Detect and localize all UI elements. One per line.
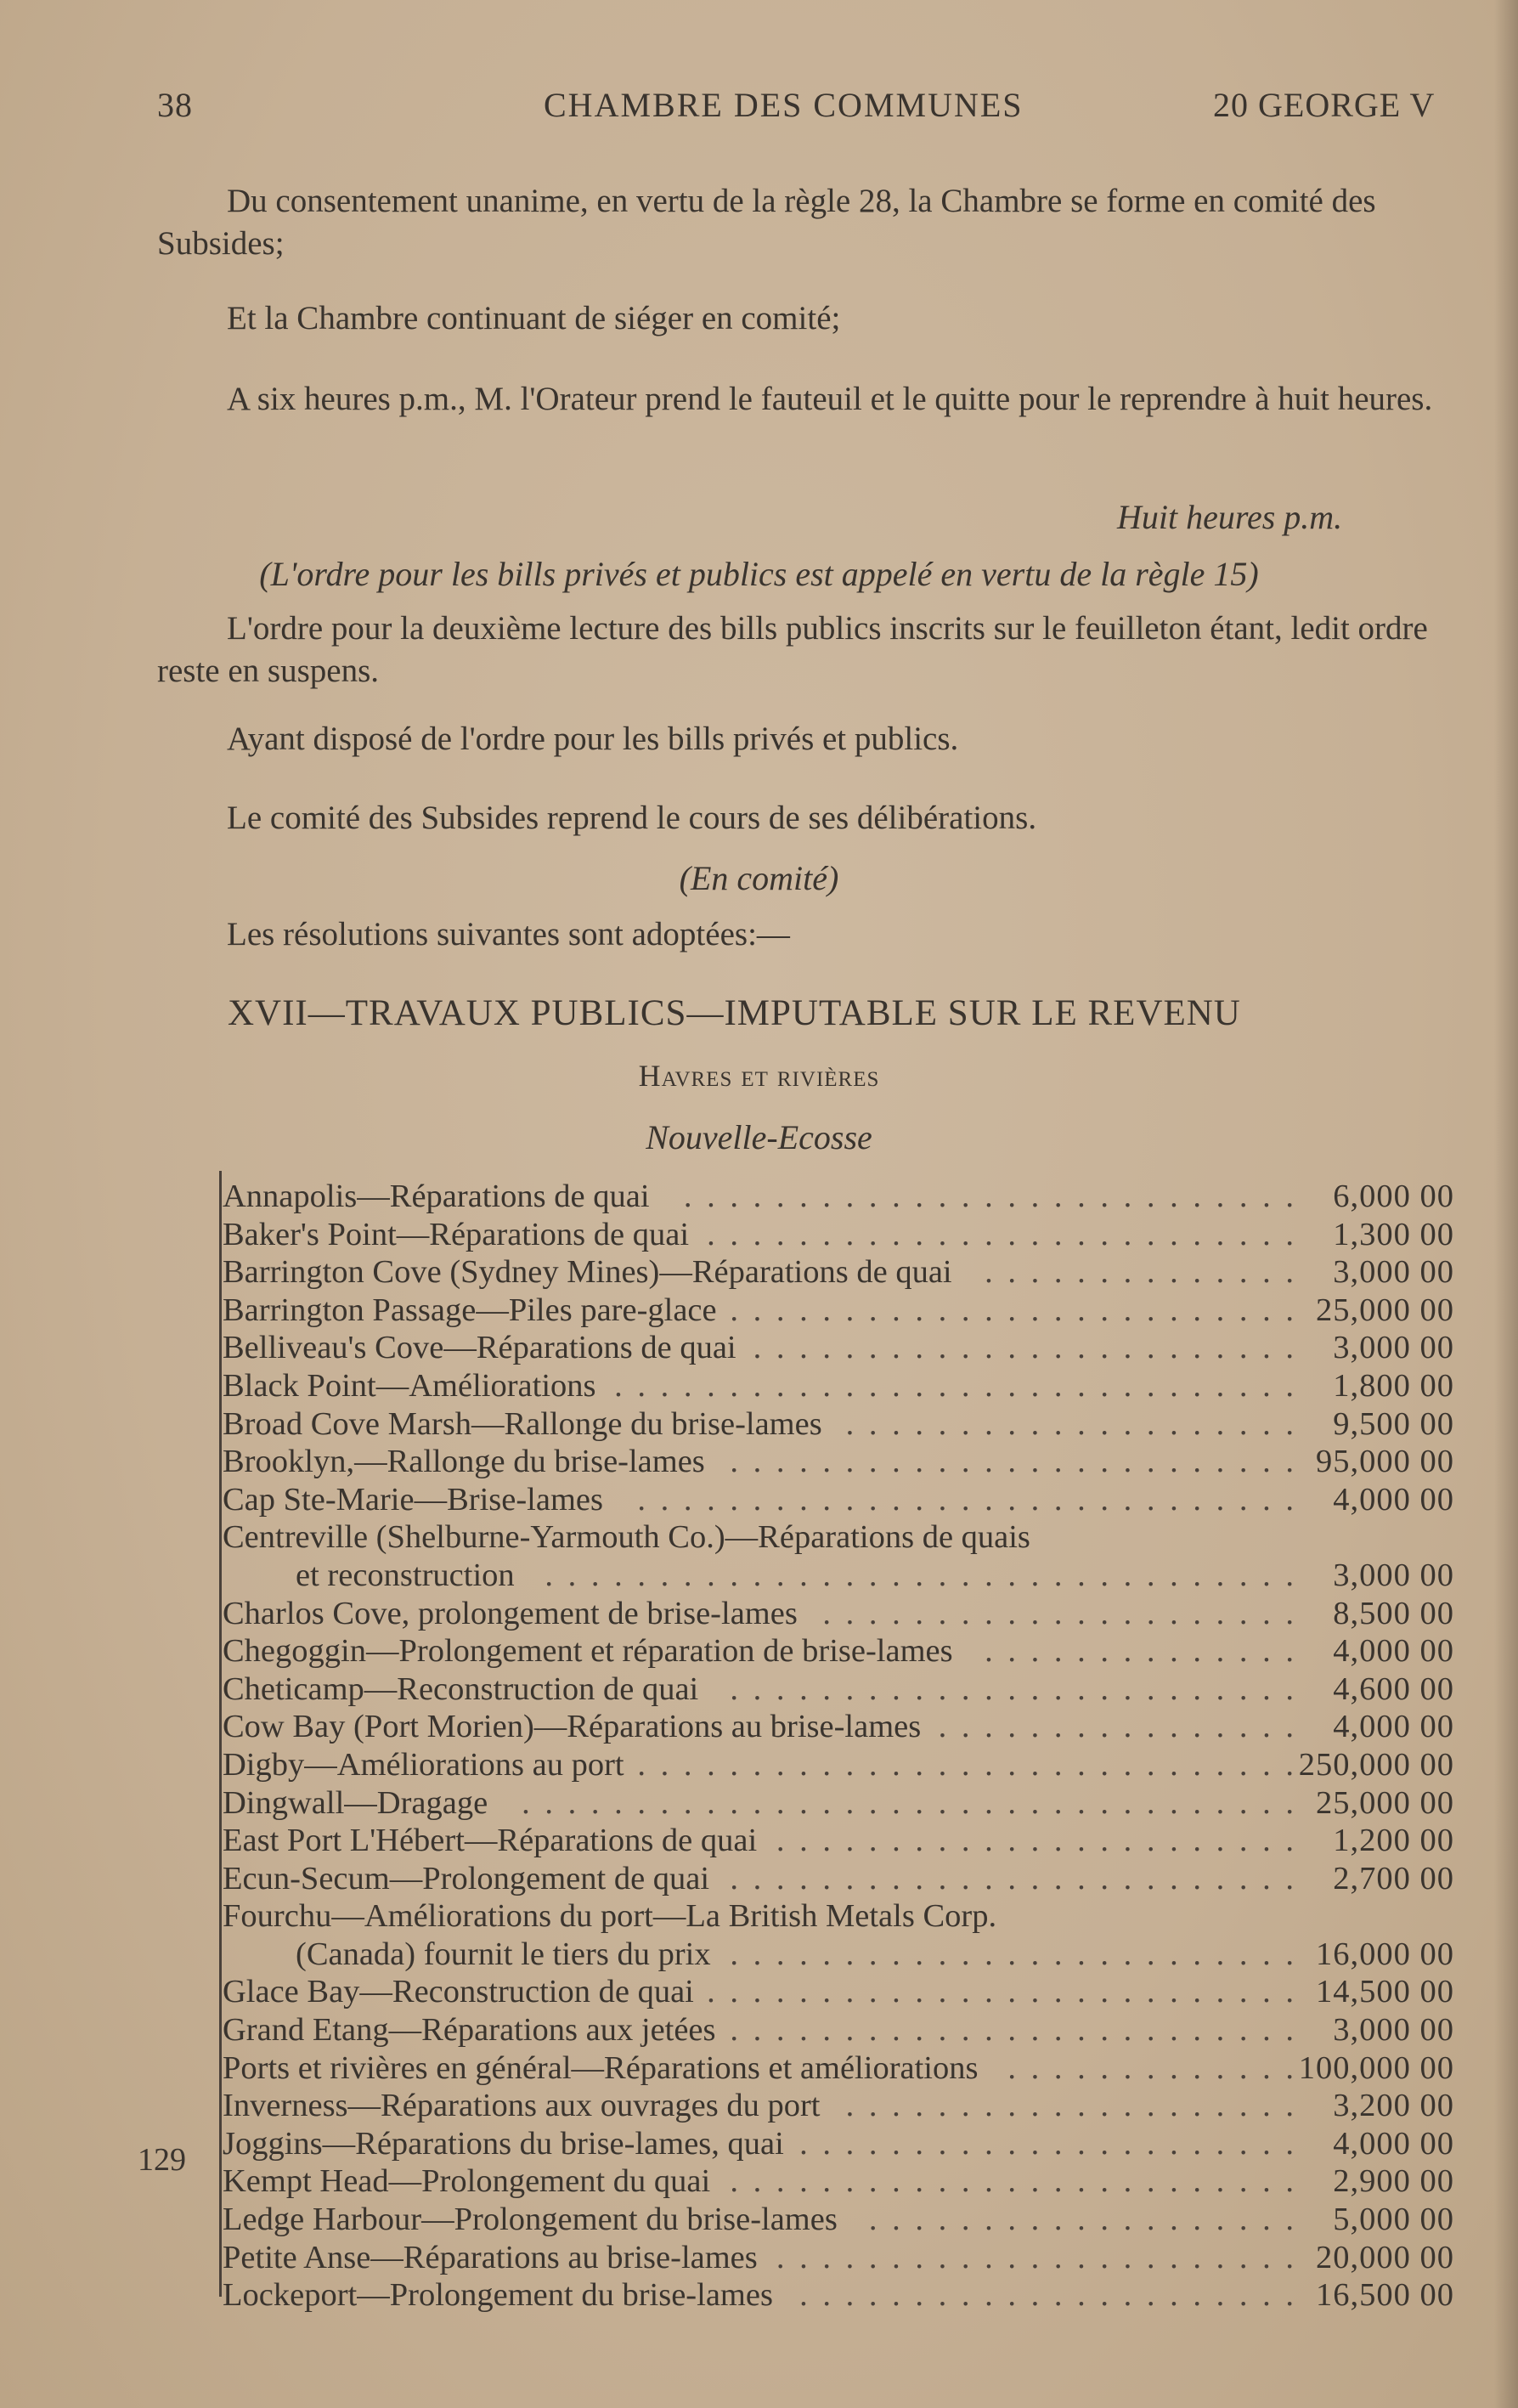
- section-title: XVII—TRAVAUX PUBLICS—IMPUTABLE SUR LE REVENU: [228, 993, 1241, 1033]
- item-label: Chegoggin—Prolongement et réparation de brise-lames: [223, 1633, 953, 1670]
- leader-dots: . . . . . . . . . . . . . . . . . . . . . . . . . . . . .: [637, 1746, 1297, 1783]
- list-item: [223, 1595, 1471, 1633]
- list-item: [223, 1367, 1471, 1405]
- list-item: [223, 1557, 1471, 1595]
- item-label: Ledge Harbour—Prolongement du brise-lames: [223, 2202, 838, 2238]
- item-label: Lockeport—Prolongement du brise-lames: [223, 2277, 773, 2314]
- leader-dots: . . . . . . . . . . . . . . . . . . . . . . . . .: [730, 2012, 1297, 2049]
- list-item: [223, 1178, 1471, 1216]
- list-item: [223, 1784, 1471, 1823]
- leader-dots: . . . . . . . . . . . . . . . . . . . . . . .: [776, 2239, 1297, 2275]
- paragraph-consent: Du consentement unanime, en vertu de la règle 28, la Chambre se forme en comité des Subsides;: [157, 183, 1376, 262]
- item-amount: 1,200 00: [1333, 1823, 1454, 1859]
- item-amount: 8,500 00: [1333, 1595, 1454, 1631]
- province-heading: Nouvelle-Ecosse: [646, 1118, 872, 1156]
- item-amount: 3,000 00: [1333, 1330, 1454, 1366]
- list-item: [223, 1897, 1471, 1936]
- item-label: Digby—Améliorations au port: [223, 1746, 624, 1783]
- list-item: [223, 1822, 1471, 1860]
- leader-dots: . . . . . . . . . . . . . . . . . . . . . . . . . . .: [683, 1179, 1297, 1214]
- item-amount: 3,200 00: [1333, 2088, 1454, 2124]
- session-label: 20 GEORGE V: [1213, 86, 1436, 124]
- item-label: Inverness—Réparations aux ouvrages du port: [223, 2088, 821, 2124]
- list-item: [223, 1708, 1471, 1746]
- leader-dots: . . . . . . . . . . . . . . . .: [938, 1709, 1297, 1745]
- leader-dots: . . . . . . . . . . . . . . . . . . . . . . . . . . . . . . . . .: [545, 1557, 1297, 1593]
- item-label: Broad Cove Marsh—Rallonge du brise-lames: [223, 1405, 822, 1442]
- list-item: [223, 2125, 1471, 2163]
- leader-dots: . . . . . . . . . . . . . . . . . . . . . . . . .: [730, 1936, 1297, 1972]
- list-item: [223, 1292, 1471, 1330]
- leader-dots: . . . . . . . . . . . . .: [1007, 2049, 1297, 2086]
- item-amount: 2,900 00: [1333, 2163, 1454, 2200]
- item-label: Cow Bay (Port Morien)—Réparations au brise-lames: [223, 1709, 922, 1745]
- item-amount: 95,000 00: [1316, 1444, 1454, 1480]
- leader-dots: . . . . . . . . . . . . . . . . . . . . . .: [799, 2125, 1297, 2162]
- item-amount: 1,300 00: [1333, 1216, 1454, 1252]
- list-item: [223, 1216, 1471, 1254]
- item-amount: 100,000 00: [1298, 2049, 1454, 2086]
- leader-dots: . . . . . . . . . . . . . . . . . . . .: [845, 2088, 1297, 2124]
- item-label: (Canada) fournit le tiers du prix: [296, 1936, 711, 1972]
- list-item: [223, 2049, 1471, 2088]
- leader-dots: . . . . . . . . . . . . . .: [985, 1254, 1297, 1291]
- paragraph-resume: Le comité des Subsides reprend le cours de ses délibérations.: [227, 800, 1037, 836]
- appropriation-list: [223, 1178, 1471, 2315]
- item-label: Barrington Cove (Sydney Mines)—Réparations de quai: [223, 1254, 952, 1291]
- leader-dots: . . . . . . . . . . . . . . . . . . . . . . . . .: [730, 1444, 1297, 1480]
- item-label: Barrington Passage—Piles pare-glace: [223, 1292, 717, 1328]
- list-item: [223, 1936, 1471, 1974]
- item-amount: 250,000 00: [1298, 1746, 1454, 1783]
- time-note: Huit heures p.m.: [1117, 498, 1343, 536]
- item-label: Joggins—Réparations du brise-lames, quai: [223, 2125, 784, 2162]
- item-label: Kempt Head—Prolongement du quai: [223, 2163, 711, 2200]
- leader-dots: . . . . . . . . . . . . . . . . . . . . . . . .: [753, 1330, 1297, 1366]
- list-item: [223, 2201, 1471, 2239]
- brace-line: [219, 1171, 222, 2297]
- section-subtitle: Havres et rivières: [638, 1059, 880, 1093]
- item-label: Fourchu—Améliorations du port—La British Metals Corp.: [223, 1898, 997, 1935]
- paragraph-six-hours: A six heures p.m., M. l'Orateur prend le fauteuil et le quitte pour le reprendre à huit heures.: [227, 381, 1433, 417]
- item-label: Cheticamp—Reconstruction de quai: [223, 1670, 699, 1707]
- list-item: [223, 1860, 1471, 1898]
- leader-dots: . . . . . . . . . . . . . . . . . . . . . . . . .: [730, 1292, 1297, 1328]
- item-amount: 3,000 00: [1333, 1254, 1454, 1291]
- item-label: et reconstruction: [296, 1557, 515, 1593]
- item-amount: 2,700 00: [1333, 1860, 1454, 1896]
- item-label: Black Point—Améliorations: [223, 1367, 596, 1404]
- item-amount: 4,000 00: [1333, 1481, 1454, 1518]
- paragraph-disposed: Ayant disposé de l'ordre pour les bills privés et publics.: [227, 721, 959, 757]
- list-item: [223, 1746, 1471, 1784]
- item-label: Centreville (Shelburne-Yarmouth Co.)—Réparations de quais: [223, 1519, 1030, 1556]
- item-amount: 14,500 00: [1316, 1974, 1454, 2010]
- leader-dots: . . . . . . . . . . . . . . . . . . . . . . . . . . . . . . . . . .: [522, 1784, 1297, 1821]
- leader-dots: . . . . . . . . . . . . . . . . . . . . . . . . .: [730, 2163, 1297, 2200]
- list-item: [223, 1518, 1471, 1557]
- item-amount: 4,600 00: [1333, 1670, 1454, 1707]
- leader-dots: . . . . . . . . . . . . . .: [985, 1633, 1297, 1670]
- item-label: Baker's Point—Réparations de quai: [223, 1216, 690, 1252]
- leader-dots: . . . . . . . . . . . . . . . . . . .: [868, 2202, 1297, 2238]
- leader-dots: . . . . . . . . . . . . . . . . . . . .: [845, 1405, 1297, 1442]
- list-item: [223, 1405, 1471, 1444]
- item-amount: 25,000 00: [1316, 1784, 1454, 1821]
- item-label: Brooklyn,—Rallonge du brise-lames: [223, 1444, 705, 1480]
- item-amount: 6,000 00: [1333, 1179, 1454, 1214]
- page-number: 38: [157, 86, 193, 124]
- list-item: [223, 1329, 1471, 1367]
- item-label: Annapolis—Réparations de quai: [223, 1179, 650, 1214]
- list-item: [223, 1973, 1471, 2011]
- list-item: [223, 2239, 1471, 2277]
- item-amount: 4,000 00: [1333, 2125, 1454, 2162]
- in-committee-note: (En comité): [679, 859, 839, 897]
- item-label: Dingwall—Dragage: [223, 1784, 488, 1821]
- leader-dots: . . . . . . . . . . . . . . . . . . . . . . . . . .: [707, 1216, 1297, 1252]
- item-label: Ecun-Secum—Prolongement de quai: [223, 1860, 710, 1896]
- list-item: [223, 2011, 1471, 2049]
- list-item: [223, 1481, 1471, 1519]
- page-edge-shadow: [1494, 0, 1518, 2408]
- leader-dots: . . . . . . . . . . . . . . . . . . . . . . . . .: [730, 1860, 1297, 1896]
- item-label: Charlos Cove, prolongement de brise-lames: [223, 1595, 798, 1631]
- item-amount: 3,000 00: [1333, 2012, 1454, 2049]
- leader-dots: . . . . . . . . . . . . . . . . . . . . . .: [799, 2277, 1297, 2314]
- leader-dots: . . . . . . . . . . . . . . . . . . . . . . . . . . . . . .: [614, 1367, 1297, 1404]
- item-amount: 1,800 00: [1333, 1367, 1454, 1404]
- list-item: [223, 1253, 1471, 1292]
- item-amount: 5,000 00: [1333, 2202, 1454, 2238]
- list-item: [223, 2162, 1471, 2201]
- item-amount: 3,000 00: [1333, 1557, 1454, 1593]
- list-item: [223, 1443, 1471, 1481]
- item-amount: 4,000 00: [1333, 1709, 1454, 1745]
- item-label: Cap Ste-Marie—Brise-lames: [223, 1481, 603, 1518]
- running-title: CHAMBRE DES COMMUNES: [544, 86, 1024, 124]
- leader-dots: . . . . . . . . . . . . . . . . . . . . .: [822, 1595, 1297, 1631]
- item-label: Grand Etang—Réparations aux jetées: [223, 2012, 716, 2049]
- item-label: Glace Bay—Reconstruction de quai: [223, 1974, 694, 2010]
- item-label: Petite Anse—Réparations au brise-lames: [223, 2239, 758, 2275]
- list-item: [223, 1632, 1471, 1670]
- item-label: Ports et rivières en général—Réparations et améliorations: [223, 2049, 979, 2086]
- item-amount: 9,500 00: [1333, 1405, 1454, 1442]
- list-item: [223, 2276, 1471, 2315]
- item-amount: 20,000 00: [1316, 2239, 1454, 2275]
- item-amount: 4,000 00: [1333, 1633, 1454, 1670]
- resolutions-intro: Les résolutions suivantes sont adoptées:—: [227, 916, 790, 952]
- list-item: [223, 1670, 1471, 1709]
- leader-dots: . . . . . . . . . . . . . . . . . . . . . . . . .: [730, 1670, 1297, 1707]
- item-label: East Port L'Hébert—Réparations de quai: [223, 1823, 758, 1859]
- order-note: (L'ordre pour les bills privés et publics est appelé en vertu de la règle 15): [259, 555, 1259, 593]
- item-amount: 16,000 00: [1316, 1936, 1454, 1972]
- item-label: Belliveau's Cove—Réparations de quai: [223, 1330, 736, 1366]
- brace-number: 129: [138, 2142, 186, 2178]
- paragraph-committee: Et la Chambre continuant de siéger en comité;: [227, 300, 841, 336]
- list-item: [223, 2087, 1471, 2125]
- item-amount: 25,000 00: [1316, 1292, 1454, 1328]
- leader-dots: . . . . . . . . . . . . . . . . . . . . . . .: [776, 1823, 1297, 1859]
- leader-dots: . . . . . . . . . . . . . . . . . . . . . . . . . . . . .: [637, 1481, 1297, 1518]
- paragraph-second-reading: L'ordre pour la deuxième lecture des bills publics inscrits sur le feuilleton étant, ledit ordre reste en suspens.: [157, 610, 1428, 689]
- item-amount: 16,500 00: [1316, 2277, 1454, 2314]
- leader-dots: . . . . . . . . . . . . . . . . . . . . . . . . . .: [707, 1974, 1297, 2010]
